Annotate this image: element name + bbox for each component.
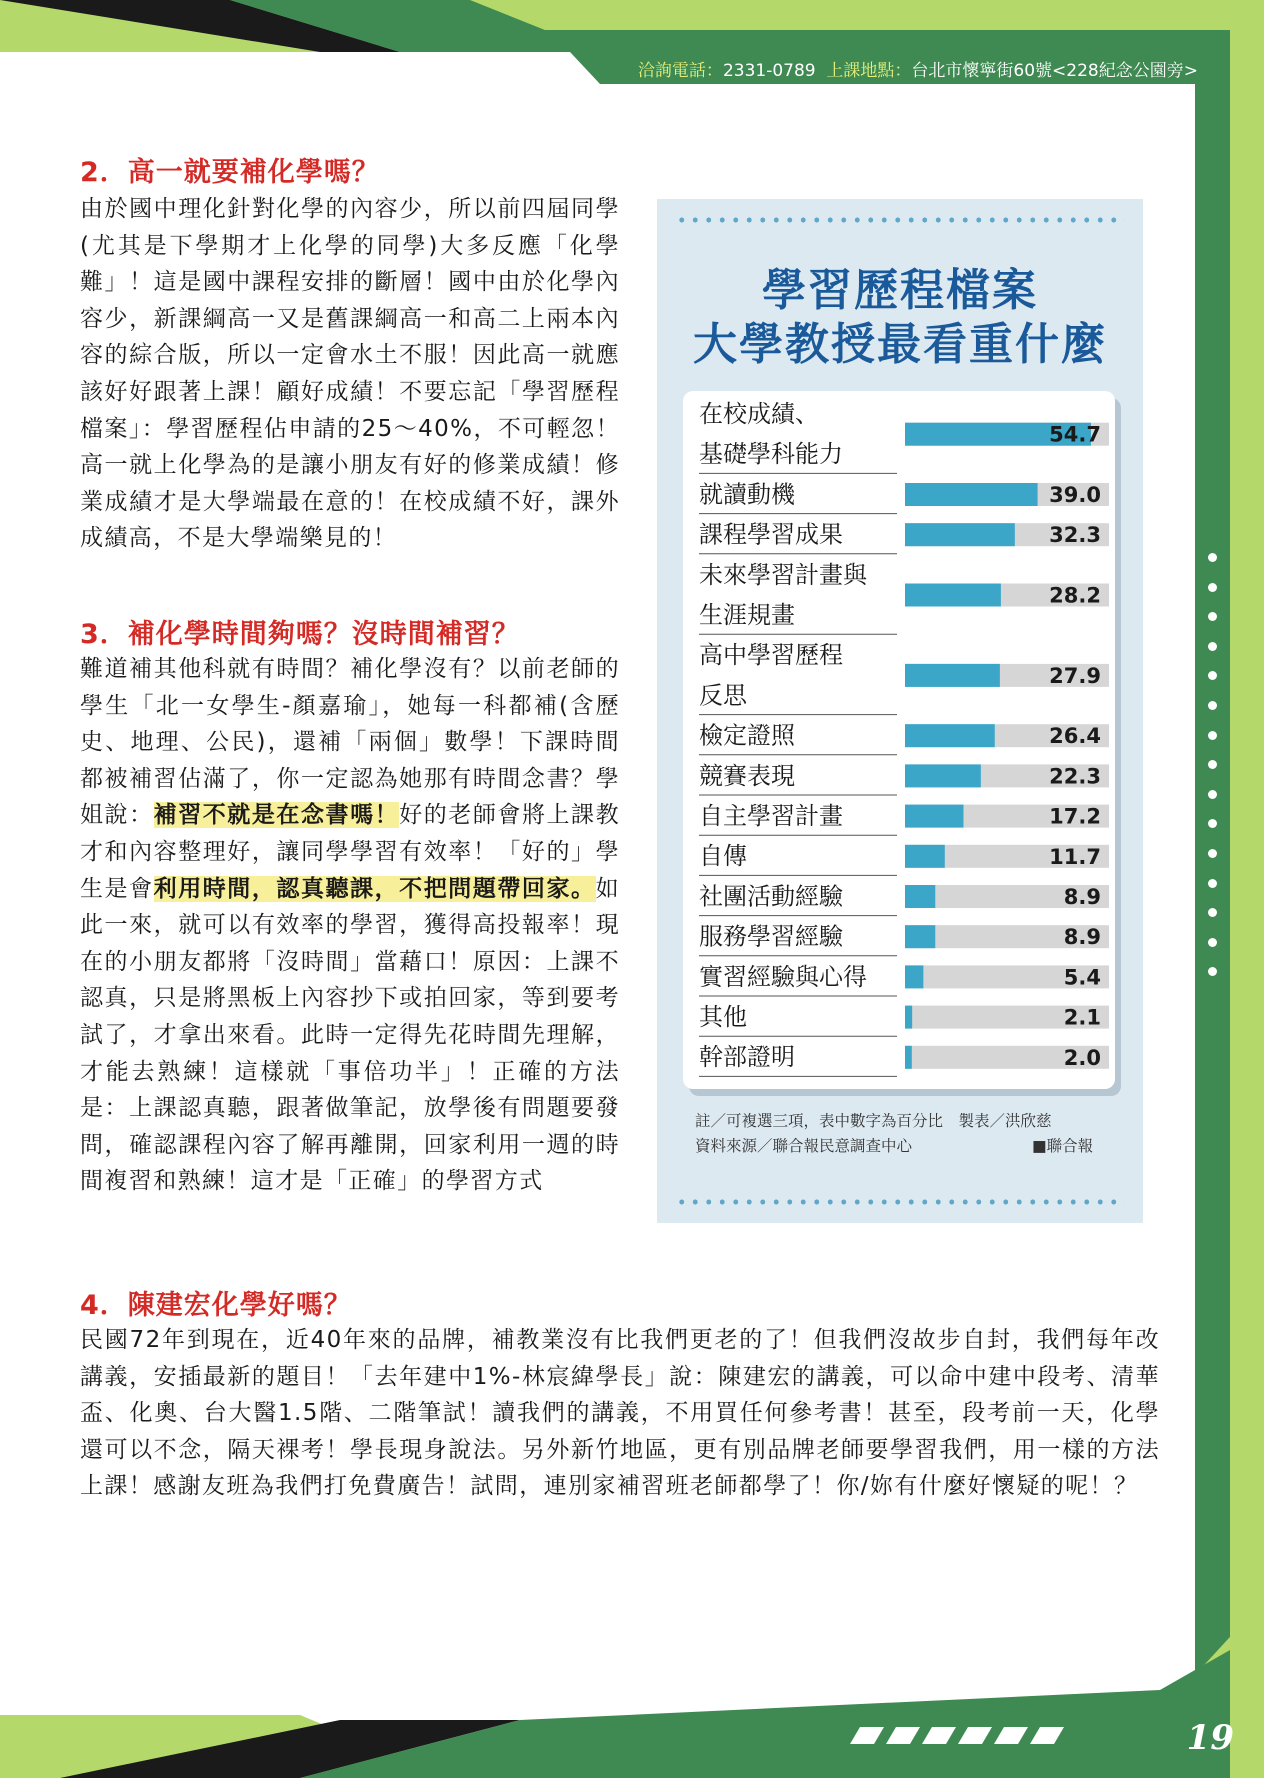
section4-title: 4．陳建宏化學好嗎？ [80,1290,352,1321]
chart-title-line2: 大學教授最看重什麼 [693,319,1107,370]
value-label: 22.3 [1049,764,1101,789]
category-label: 競賽表現 [699,761,795,790]
category-label: 未來學習計畫與 [699,560,867,589]
value-label: 27.9 [1049,663,1101,688]
phone-label: 洽詢電話： [637,61,723,81]
chart-row [699,400,1109,473]
side-dot [1208,701,1217,710]
side-dot [1208,583,1217,592]
category-label: 就讀動機 [699,480,795,509]
side-dot [1208,731,1217,740]
category-label: 服務學習經驗 [699,922,843,951]
category-label: 社團活動經驗 [699,882,843,911]
page-number: 19 [1186,1718,1234,1758]
bar [905,1046,912,1069]
side-dot [1208,938,1217,947]
category-label: 實習經驗與心得 [699,962,867,991]
section3-body [80,651,620,1200]
section4-body: 民國72年到現在，近40年來的品牌，補教業沒有比我們更老的了！但我們沒故步自封，我們每年改講義，安插最新的題目！「去年建中1%-林宸緯學長」說：陳建宏的講義，可以命中建中段考、清華盃、化奧、台大醫1.5階、二階筆試！讀我們的講義，不用買任何參考書！甚至，段考前一天，化學還可以不念，隔天裸考！學長現身說法。另外新竹地區，更有別品牌老師要學習我們，用一樣的方法上課！感謝友班為我們打免費廣告！試問，連別家補習班老師都學了！你/妳有什麼好懷疑的呢！？ [80,1327,1160,1500]
value-label: 26.4 [1049,724,1101,749]
bar [905,965,923,988]
chart-row [699,963,1109,996]
value-label: 32.3 [1049,523,1101,548]
category-label: 生涯規畫 [699,601,795,629]
category-label: 基礎學科能力 [699,440,843,469]
chart-row [699,882,1109,915]
section3-text-c: 如此一來，就可以有效率的學習，獲得高投報率！現在的小朋友都將「沒時間」當藉口！原因：上課不認真，只是將黑板上內容抄下或拍回家，等到要考試了，才拿出來看。此時一定得先花時間先理解，才能去熟練！這樣就「事倍功半」！正確的方法是：上課認真聽，跟著做筆記，放學後有問題要發問，確認課程內容了解再離開，回家利用一週的時間複習和熟練！這才是「正確」的學習方式 [80,875,620,1195]
category-label: 反思 [699,681,747,710]
section3-highlight-a: 補習不就是在念書嗎！ [153,802,400,829]
address: 台北市懷寧街60號<228紀念公園旁> [911,61,1198,81]
chart-row [699,842,1109,875]
section2-title: 2．高一就要補化學嗎？ [80,157,380,188]
chart-row [699,521,1109,554]
chart-note: 註／可複選三項，表中數字為百分比 製表／洪欣慈 [695,1112,1052,1130]
chart-row [699,561,1109,634]
category-label: 幹部證明 [699,1043,795,1072]
chart-row [699,722,1109,755]
chart-row [699,802,1109,835]
category-label: 其他 [699,1003,747,1031]
bar [905,523,1015,546]
value-label: 11.7 [1049,844,1101,869]
bar [905,845,945,868]
chart-title [657,264,1143,372]
bar [905,483,1038,506]
section3-highlight-b-text: 利用時間，認真聽課，不把問題帶回家 [153,875,572,902]
chart-dot-border-bottom [675,1199,1125,1205]
value-label: 8.9 [1063,885,1101,909]
section2-body: 由於國中理化針對化學的內容少，所以前四屆同學(尤其是下學期才上化學的同學)大多反應「化學難」！這是國中課程安排的斷層！國中由於化學內容少，新課綱高一又是舊課綱高一和高二上兩本內容的綜合版，所以一定會水土不服！因此高一就應該好好跟著上課！顧好成績！不要忘記「學習歷程檔案」：學習歷程佔申請的25～40%，不可輕忽！高一就上化學為的是讓小朋友有好的修業成績！修業成績才是大學端最在意的！在校成績不好，課外成績高，不是大學端樂見的！ [80,196,620,552]
value-label: 17.2 [1049,804,1101,829]
section3-text-b: 好的老師會將上課教才和內容整理好，讓同學學習有效率！「好的」學生是會 [80,802,621,902]
side-dot [1208,642,1217,651]
value-label: 5.4 [1063,965,1101,990]
side-dot [1208,790,1217,799]
phone-number: 2331-0789 [722,61,816,81]
side-dot [1208,879,1217,888]
category-label: 在校成績、 [699,400,819,428]
side-dot [1208,553,1217,562]
chart-title-line1: 學習歷程檔案 [762,265,1038,316]
chart-card [683,391,1115,1089]
chart-row [699,641,1109,714]
value-label: 2.1 [1063,1005,1101,1030]
chart-brand: ■聯合報 [1032,1137,1094,1155]
chart-row [699,1003,1109,1036]
bar [905,1006,912,1029]
side-dot [1208,849,1217,858]
address-label: 上課地點： [826,61,912,81]
bar [905,805,963,828]
bar [905,764,981,787]
category-label: 自傳 [699,842,747,871]
value-label: 2.0 [1063,1045,1101,1070]
chart-row [699,762,1109,795]
value-label: 28.2 [1049,583,1101,608]
bar [905,664,1000,687]
chart-dot-border-top [675,217,1125,223]
value-label: 54.7 [1049,422,1101,447]
bar-chart [683,391,1115,1089]
chart-panel [657,199,1143,1223]
contact-line [638,56,1198,81]
value-label: 39.0 [1049,483,1101,507]
bar [905,584,1001,607]
value-label: 8.9 [1063,925,1101,950]
bar [905,724,995,747]
category-label: 高中學習歷程 [699,641,843,670]
section3-highlight-b [154,876,596,902]
section3-highlight-b-end: 。 [571,875,596,902]
chart-row [699,1043,1109,1076]
category-label: 檢定證照 [699,721,795,750]
bar [905,885,935,908]
section3-text-a: 難道補其他科就有時間？補化學沒有？以前老師的學生「北一女學生-顏嘉瑜」，她每一科都補(含歷史、地理、公民)，還補「兩個」數學！下課時間都被補習佔滿了，你一定認為她那有時間念書？學姐說： [80,656,620,829]
chart-row [699,480,1109,513]
section3-title: 3．補化學時間夠嗎？沒時間補習？ [80,619,520,650]
chart-source: 資料來源／聯合報民意調查中心 [695,1137,913,1155]
category-label: 自主學習計畫 [699,802,843,830]
category-label: 課程學習成果 [699,520,843,549]
chart-row [699,923,1109,956]
bar [905,925,935,948]
